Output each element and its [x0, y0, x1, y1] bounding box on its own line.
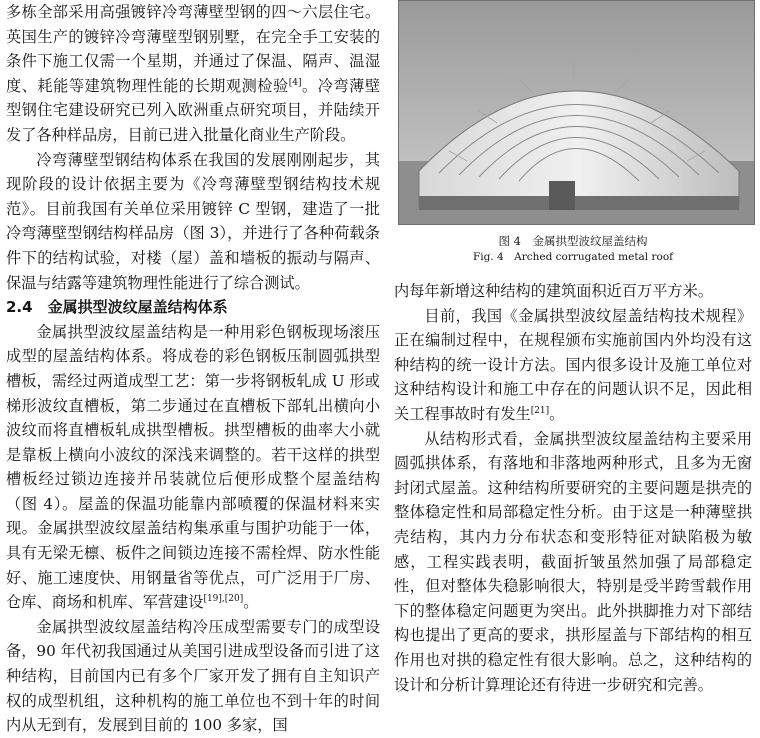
figure-spacing — [394, 265, 752, 279]
right-column — [394, 0, 752, 697]
paragraph-5: 内每年新增这种结构的建筑面积近百万平方米。 — [394, 282, 713, 300]
paragraph-3-text: 金属拱型波纹屋盖结构是一种用彩色钢板现场滚压成型的屋盖结构体系。将成卷的彩色钢板压制圆弧拱型槽板，需经过两道成型工艺：第一步将钢板轧成 U 形或梯形波纹直槽板，第二步通过在直槽板下部轧出横向小波纹而将直槽板轧成拱型槽板。拱型槽板的曲率大小就是靠板上横向小波纹的深浅来调整的。若干这样的拱型槽板经过锁边连接并吊装就位后便形成整个屋盖结构（图 4）。屋盖的保温功能靠内部喷覆的保温材料来实现。金属拱型波纹屋盖结构集承重与围护功能于一体，具有无梁无檩、板件之间锁边连接不需栓焊、防水性能好、施工速度快、用钢量省等优点，可广泛用于厂房、仓库、商场和机库、军营建设 — [6, 322, 380, 612]
paragraph-1 — [6, 0, 380, 148]
figure-caption-chinese: 图 4 金属拱型波纹屋盖结构 — [498, 234, 648, 248]
paragraph-3 — [6, 320, 380, 615]
citation-21: [21] — [530, 405, 550, 416]
section-heading — [6, 295, 380, 320]
paragraph-2: 冷弯薄壁型钢结构体系在我国的发展刚刚起步，其现阶段的设计依据主要为《冷弯薄壁型钢结构技术规范》。目前我国有关单位采用镀锌 C 型钢，建造了一批冷弯薄壁型钢结构样品房（图 3），并进行了各种荷载条件下的结构试验，对楼（屋）盖和墙板的振动与隔声、保温与结露等建筑物理性能进行了综合测试。 — [6, 150, 380, 292]
section-number: 2.4 — [6, 298, 33, 317]
figure-4-photo — [398, 0, 755, 225]
citation-4: [4] — [288, 77, 302, 88]
left-column — [6, 0, 380, 738]
paragraph-6-tail: 。 — [549, 404, 565, 423]
paragraph-1-text: 多栋全部采用高强镀锌冷弯薄壁型钢的四～六层住宅。英国生产的镀锌冷弯薄壁型钢别墅，在完全手工安装的条件下施工仅需一个星期，并通过了保温、隔声、温湿度、耗能等建筑物理性能的长期观测检验 — [6, 3, 380, 95]
paragraph-6-text: 目前，我国《金属拱型波纹屋盖结构技术规程》正在编制过程中，在规程颁布实施前国内外均没有这种结构的统一设计方法。国内很多设计及施工单位对这种结构设计和施工中存在的问题认识不足，因此相关工程事故时有发生 — [394, 306, 752, 423]
figure-caption-english: Fig. 4 Arched corrugated metal roof — [472, 251, 674, 263]
paragraph-4: 金属拱型波纹屋盖结构冷压成型需要专门的成型设备，90 年代初我国通过从美国引进成型设备而引进了这种结构，目前国内已有多个厂家开发了拥有自主知识产权的成型机组，这种机构的施工单位也不到十年的时间内从无到有，发展到目前的 100 多家，国 — [6, 617, 380, 735]
paragraph-3-tail: 。 — [243, 593, 259, 612]
citation-19-20: [19],[20] — [203, 594, 244, 605]
paragraph-6 — [394, 304, 752, 427]
section-title: 金属拱型波纹屋盖结构体系 — [47, 298, 228, 317]
paragraph-7: 从结构形式看，金属拱型波纹屋盖结构主要采用圆弧拱体系，有落地和非落地两种形式，且多为无窗封闭式屋盖。这种结构所要研究的主要问题是拱壳的整体稳定性和局部稳定性分析。由于这是一种薄壁拱壳结构，其内力分布状态和变形特征对缺陷极为敏感，工程实践表明，截面折皱虽然加强了局部稳定性，但对整体失稳影响很大，特别是受半跨雪载作用下的整体稳定问题更为突出。此外拱脚推力对下部结构也提出了更高的要求，拱形屋盖与下部结构的相互作用也对拱的稳定性有很大影响。总之，这种结构的设计和分析计算理论还有待进一步研究和完善。 — [394, 429, 752, 694]
arched-roof-illustration — [399, 1, 755, 225]
paragraph-1-tail: 。冷弯薄壁型钢住宅建设研究已列入欧洲重点研究项目，并陆续开发了各种样品房，目前已进入批量化商业生产阶段。 — [6, 76, 381, 144]
